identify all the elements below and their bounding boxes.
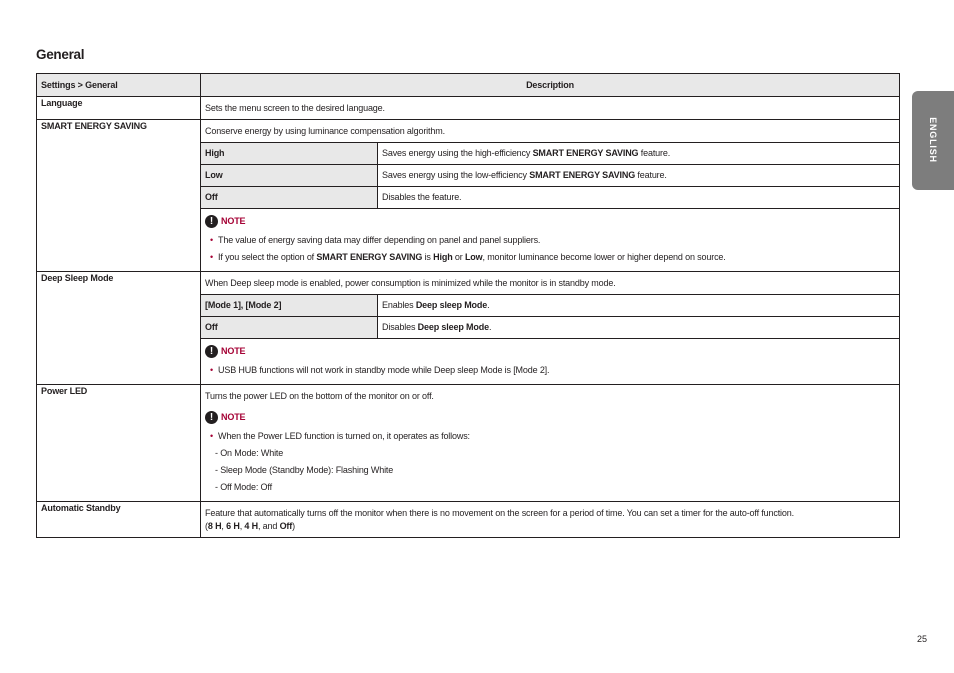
- led-state-item: - On Mode: White: [215, 448, 284, 458]
- option-desc-off: Disables the feature.: [378, 187, 900, 209]
- deep-sleep-options-table: [201, 294, 899, 338]
- option-row-high: [201, 143, 899, 165]
- setting-name-smart-energy-saving: SMART ENERGY SAVING: [37, 120, 201, 272]
- general-settings-table: [36, 73, 900, 538]
- note-bullet: • USB HUB functions will not work in standby mode while Deep sleep Mode is [Mode 2].: [210, 365, 550, 375]
- setting-name-power-led: Power LED: [37, 385, 201, 502]
- option-desc-off: Disables Deep sleep Mode.: [378, 317, 900, 339]
- setting-desc-power-led: [201, 385, 900, 502]
- power-led-intro: Turns the power LED on the bottom of the monitor on or off.: [205, 391, 434, 401]
- table-row-automatic-standby: [37, 502, 900, 538]
- exclamation-icon: !: [205, 345, 218, 358]
- led-state-item: - Sleep Mode (Standby Mode): Flashing White: [215, 465, 394, 475]
- auto-standby-options: (8 H, 6 H, 4 H, and Off): [205, 521, 295, 531]
- note-bullet: • When the Power LED function is turned on, it operates as follows:: [210, 431, 470, 441]
- option-desc-mode: Enables Deep sleep Mode.: [378, 295, 900, 317]
- note-bullet: • If you select the option of SMART ENERGY SAVING is High or Low, monitor luminance become lower or higher depend on source.: [210, 252, 726, 262]
- note-title: NOTE: [221, 346, 246, 356]
- option-label-low: Low: [201, 165, 378, 187]
- note-bullet: • The value of energy saving data may differ depending on panel and panel suppliers.: [210, 235, 541, 245]
- setting-desc-deep-sleep-mode: [201, 272, 900, 385]
- setting-desc-automatic-standby: [201, 502, 900, 538]
- option-row-mode: [201, 295, 899, 317]
- option-row-off: [201, 317, 899, 339]
- deep-sleep-intro: When Deep sleep mode is enabled, power consumption is minimized while the monitor is in standby mode.: [205, 278, 616, 288]
- language-description: Sets the menu screen to the desired language.: [205, 103, 385, 113]
- option-label-mode: [Mode 1], [Mode 2]: [201, 295, 378, 317]
- header-description: Description: [201, 74, 900, 97]
- table-row-power-led: [37, 385, 900, 502]
- led-state-item: - Off Mode: Off: [215, 482, 272, 492]
- energy-note: [201, 208, 899, 271]
- exclamation-icon: !: [205, 215, 218, 228]
- energy-intro: Conserve energy by using luminance compensation algorithm.: [205, 126, 445, 136]
- note-title: NOTE: [221, 216, 246, 226]
- page-number: 25: [917, 634, 928, 644]
- setting-name-language: Language: [37, 97, 201, 120]
- side-tab-label: ENGLISH: [928, 117, 938, 163]
- setting-desc-language: [201, 97, 900, 120]
- table-row-smart-energy-saving: [37, 120, 900, 272]
- option-label-high: High: [201, 143, 378, 165]
- table-header-row: [37, 74, 900, 97]
- note-heading: [205, 411, 895, 424]
- option-row-off: [201, 187, 899, 209]
- setting-desc-smart-energy-saving: [201, 120, 900, 272]
- auto-standby-description: Feature that automatically turns off the monitor when there is no movement on the screen for a period of time. You can set a timer for the auto-off function. (8 H, 6 H, 4 H, and Off): [201, 502, 899, 537]
- setting-name-deep-sleep-mode: Deep Sleep Mode: [37, 272, 201, 385]
- option-desc-low: Saves energy using the low-efficiency SMART ENERGY SAVING feature.: [378, 165, 900, 187]
- option-label-off: Off: [201, 187, 378, 209]
- exclamation-icon: !: [205, 411, 218, 424]
- option-desc-high: Saves energy using the high-efficiency SMART ENERGY SAVING feature.: [378, 143, 900, 165]
- note-heading: [205, 345, 895, 358]
- option-label-off: Off: [201, 317, 378, 339]
- deep-sleep-note: [201, 338, 899, 384]
- option-row-low: [201, 165, 899, 187]
- section-title: General: [36, 47, 85, 62]
- header-settings: Settings > General: [37, 74, 201, 97]
- power-led-note: [201, 407, 899, 501]
- note-heading: [205, 215, 895, 228]
- language-side-tab: [912, 91, 954, 190]
- setting-name-automatic-standby: Automatic Standby: [37, 502, 201, 538]
- table-row-deep-sleep-mode: [37, 272, 900, 385]
- table-row-language: [37, 97, 900, 120]
- energy-options-table: [201, 142, 899, 208]
- note-title: NOTE: [221, 412, 246, 422]
